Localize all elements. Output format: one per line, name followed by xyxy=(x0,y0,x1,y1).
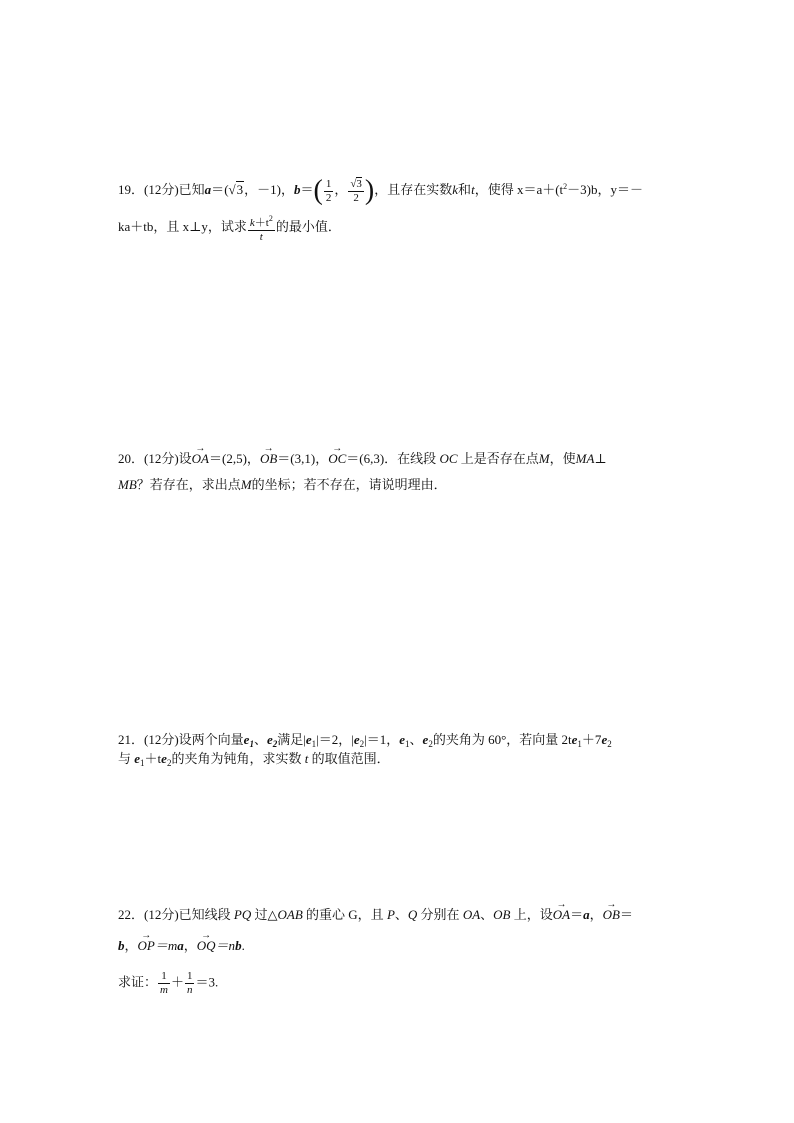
vector-e: e xyxy=(305,732,312,747)
q22-head: 22．(12分)已知线段 xyxy=(118,907,231,922)
subscript: 1 xyxy=(311,739,317,749)
vector-b: b xyxy=(235,938,242,953)
text: ＝(2,5)， xyxy=(209,451,260,466)
text: ＋7 xyxy=(581,732,602,747)
q22-line1 xyxy=(118,905,633,925)
text: ＝ xyxy=(620,907,634,922)
point-m: M xyxy=(240,477,252,492)
var-k: k xyxy=(249,217,255,229)
den: 2 xyxy=(325,191,332,204)
q21-line2 xyxy=(118,749,390,773)
text: 、 xyxy=(480,907,494,922)
segment-pq: PQ xyxy=(233,907,252,922)
subscript: 1 xyxy=(577,739,582,749)
text: 分别在 xyxy=(420,907,460,922)
text: ， xyxy=(124,938,138,953)
den: t xyxy=(248,230,275,244)
text: 、 xyxy=(394,907,408,922)
segment-ob: OB xyxy=(493,907,511,922)
plus: ＋ xyxy=(170,974,184,990)
q20-head: 20．(12分)设 xyxy=(118,451,192,466)
text: 满足| xyxy=(277,732,306,747)
vector-b: b xyxy=(294,182,301,197)
point-m: M xyxy=(538,451,550,466)
text: 上，设 xyxy=(513,907,553,922)
text: ， xyxy=(589,907,603,922)
point-q: Q xyxy=(407,907,418,922)
text: ， xyxy=(183,938,197,953)
text: 的夹角为 60°，若向量 2t xyxy=(432,732,572,747)
q19-line2 xyxy=(118,212,341,244)
paren: ( xyxy=(224,182,229,197)
text: 与 xyxy=(118,751,132,766)
text: 上是否存在点 xyxy=(460,451,539,466)
subscript: 1 xyxy=(140,758,145,768)
sqrt-3: √3 xyxy=(228,182,244,197)
fraction-half xyxy=(324,178,334,205)
text: ？若存在，求出点 xyxy=(136,477,241,492)
text: 和 xyxy=(458,182,472,197)
text: ，使得 x＝a＋(t xyxy=(474,182,564,197)
vector-oa: → OA xyxy=(192,449,209,469)
text: |＝2，| xyxy=(316,732,354,747)
text: ＝ xyxy=(570,907,584,922)
segment-mb: MB xyxy=(118,477,137,492)
vector-oq: → OQ xyxy=(197,936,216,956)
vector-e: e xyxy=(243,732,250,747)
vector-oc: → OC xyxy=(328,449,346,469)
perp-symbol: ⊥ xyxy=(594,451,607,466)
num xyxy=(248,212,275,230)
subscript: 1 xyxy=(249,739,254,749)
text: |＝1， xyxy=(364,732,400,747)
den: n xyxy=(186,984,193,996)
den: m xyxy=(160,984,168,996)
vector-a: a xyxy=(583,907,590,922)
equals: ＝ xyxy=(211,182,225,197)
left-paren: ( xyxy=(313,175,323,207)
right-paren: ) xyxy=(364,175,375,207)
text: 、 xyxy=(409,732,423,747)
text: 过△ xyxy=(254,907,278,922)
text: ，使 xyxy=(549,451,576,466)
vector-e: e xyxy=(353,732,360,747)
vector-e: e xyxy=(134,751,141,766)
vector-a: a xyxy=(177,938,184,953)
text: ＝n xyxy=(215,938,236,953)
comma: ， xyxy=(334,182,348,197)
subscript: 2 xyxy=(607,739,612,749)
vector-op: → OP xyxy=(138,936,155,956)
q20-line2 xyxy=(118,475,447,495)
subscript: 2 xyxy=(272,739,278,749)
fraction-sqrt3-over-2 xyxy=(348,178,364,205)
vector-e: e xyxy=(571,732,578,747)
text: 的取值范围． xyxy=(311,751,390,766)
a-rest: ，－1)， xyxy=(244,182,295,197)
vector-e: e xyxy=(422,732,429,747)
var-t: t xyxy=(304,751,309,766)
text: ＝(3,1)， xyxy=(277,451,329,466)
text: ，且存在实数 xyxy=(374,182,453,197)
q22-line2 xyxy=(118,936,245,956)
text: －3)b，y＝－ xyxy=(567,182,643,197)
vector-e: e xyxy=(161,751,167,766)
fraction-1-over-n xyxy=(185,970,195,997)
text: ＝(6,3)．在线段 xyxy=(346,451,437,466)
text: 的最小值． xyxy=(275,218,341,234)
vector-ob: → OB xyxy=(260,449,277,469)
vector-ob: → OB xyxy=(603,905,620,925)
vector-a: a xyxy=(204,182,212,197)
exponent: 2 xyxy=(563,182,568,191)
num: 1 xyxy=(325,177,332,190)
text: 的坐标；若不存在，请说明理由． xyxy=(251,477,447,492)
fraction-1-over-m xyxy=(158,970,170,997)
text: 的夹角为钝角，求实数 xyxy=(171,751,302,766)
text: ＋t xyxy=(144,751,162,766)
text: . xyxy=(241,938,245,953)
num: 1 xyxy=(161,970,167,982)
triangle-oab: OAB xyxy=(277,907,303,922)
subscript: 2 xyxy=(359,739,365,749)
radicand: 3 xyxy=(356,177,362,190)
subscript: 2 xyxy=(166,758,172,768)
text: ＝3. xyxy=(195,974,219,990)
subscript: 1 xyxy=(405,739,410,749)
text: ＝m xyxy=(154,938,178,953)
vector-e: e xyxy=(601,732,608,747)
q21-head: 21．(12分)设两个向量 xyxy=(118,732,244,747)
q19-head: 19．(12分)已知 xyxy=(118,182,205,197)
num: 1 xyxy=(186,970,193,982)
exponent: 2 xyxy=(268,214,273,223)
var-k: k xyxy=(452,182,459,197)
plus-t: ＋t xyxy=(254,217,269,229)
den: 2 xyxy=(348,191,364,205)
segment-oa: OA xyxy=(462,907,481,922)
q19-line1 xyxy=(118,177,643,205)
prove-label: 求证： xyxy=(118,974,158,990)
vector-b: b xyxy=(118,938,125,953)
vector-oa: → OA xyxy=(553,905,570,925)
text: 的重心 G，且 xyxy=(306,907,384,922)
segment-oc: OC xyxy=(439,451,458,466)
point-p: P xyxy=(386,907,395,922)
equals: ＝ xyxy=(300,182,314,197)
subscript: 2 xyxy=(428,739,433,749)
text: ka＋tb，且 x⊥y，试求 xyxy=(118,218,247,234)
q22-line3 xyxy=(118,970,218,997)
text: 、 xyxy=(253,732,267,747)
var-t: t xyxy=(471,182,475,197)
segment-ma: MA xyxy=(575,451,595,466)
num: √3 xyxy=(350,177,362,190)
vector-e: e xyxy=(399,732,406,747)
q20-line1 xyxy=(118,449,607,469)
vector-e: e xyxy=(266,732,273,747)
radicand: 3 xyxy=(236,182,244,197)
fraction-k-plus-t2-over-t xyxy=(248,212,275,244)
